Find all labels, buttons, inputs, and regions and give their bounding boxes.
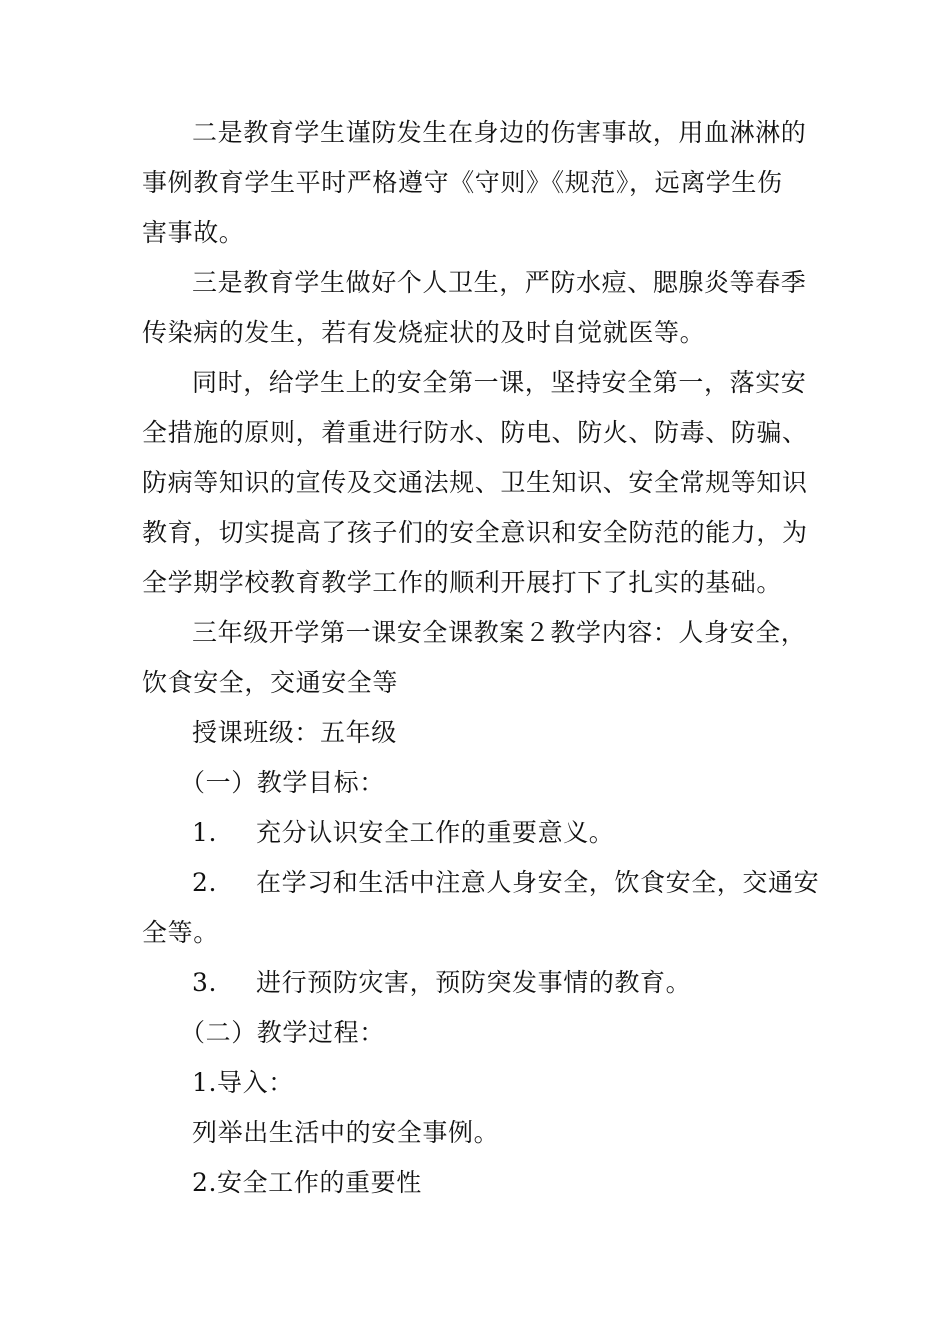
- paragraph-line: 列举出生活中的安全事例。: [192, 1118, 500, 1147]
- subheading-intro: 1.导入：: [192, 1068, 294, 1097]
- paragraph-line: 全措施的原则，着重进行防水、防电、防火、防毒、防骗、: [142, 418, 808, 447]
- paragraph-line: 传染病的发生，若有发烧症状的及时自觉就医等。: [142, 318, 706, 347]
- paragraph-line: 害事故。: [142, 218, 245, 247]
- list-number: 2.: [192, 868, 218, 897]
- section-title-line: 三年级开学第一课安全课教案２教学内容：人身安全，: [192, 618, 807, 647]
- list-item: [192, 817, 872, 849]
- list-item-text: 充分认识安全工作的重要意义。: [256, 818, 615, 847]
- paragraph-line: 二是教育学生谨防发生在身边的伤害事故，用血淋淋的: [192, 118, 807, 147]
- subheading-importance: 2.安全工作的重要性: [192, 1168, 422, 1197]
- section-title-line: 饮食安全，交通安全等: [142, 668, 399, 697]
- paragraph-line: 教育，切实提高了孩子们的安全意识和安全防范的能力，为: [142, 518, 808, 547]
- paragraph-line: 防病等知识的宣传及交通法规、卫生知识、安全常规等知识: [142, 468, 808, 497]
- class-info-line: 授课班级：五年级: [192, 718, 397, 747]
- list-item-continuation: 全等。: [142, 918, 219, 947]
- list-item-text: 在学习和生活中注意人身安全，饮食安全，交通安: [256, 868, 820, 897]
- list-number: 3.: [192, 968, 218, 997]
- list-item: [192, 967, 872, 999]
- heading-teaching-goals: （一）教学目标：: [180, 768, 385, 797]
- list-number: 1.: [192, 818, 218, 847]
- list-item: [192, 867, 872, 899]
- paragraph-line: 同时，给学生上的安全第一课，坚持安全第一，落实安: [192, 368, 807, 397]
- heading-teaching-process: （二）教学过程：: [180, 1018, 385, 1047]
- paragraph-line: 全学期学校教育教学工作的顺利开展打下了扎实的基础。: [142, 568, 783, 597]
- paragraph-line: 三是教育学生做好个人卫生，严防水痘、腮腺炎等春季: [192, 268, 807, 297]
- paragraph-line: 事例教育学生平时严格遵守《守则》《规范》，远离学生伤: [142, 168, 783, 197]
- list-item-text: 进行预防灾害，预防突发事情的教育。: [256, 968, 692, 997]
